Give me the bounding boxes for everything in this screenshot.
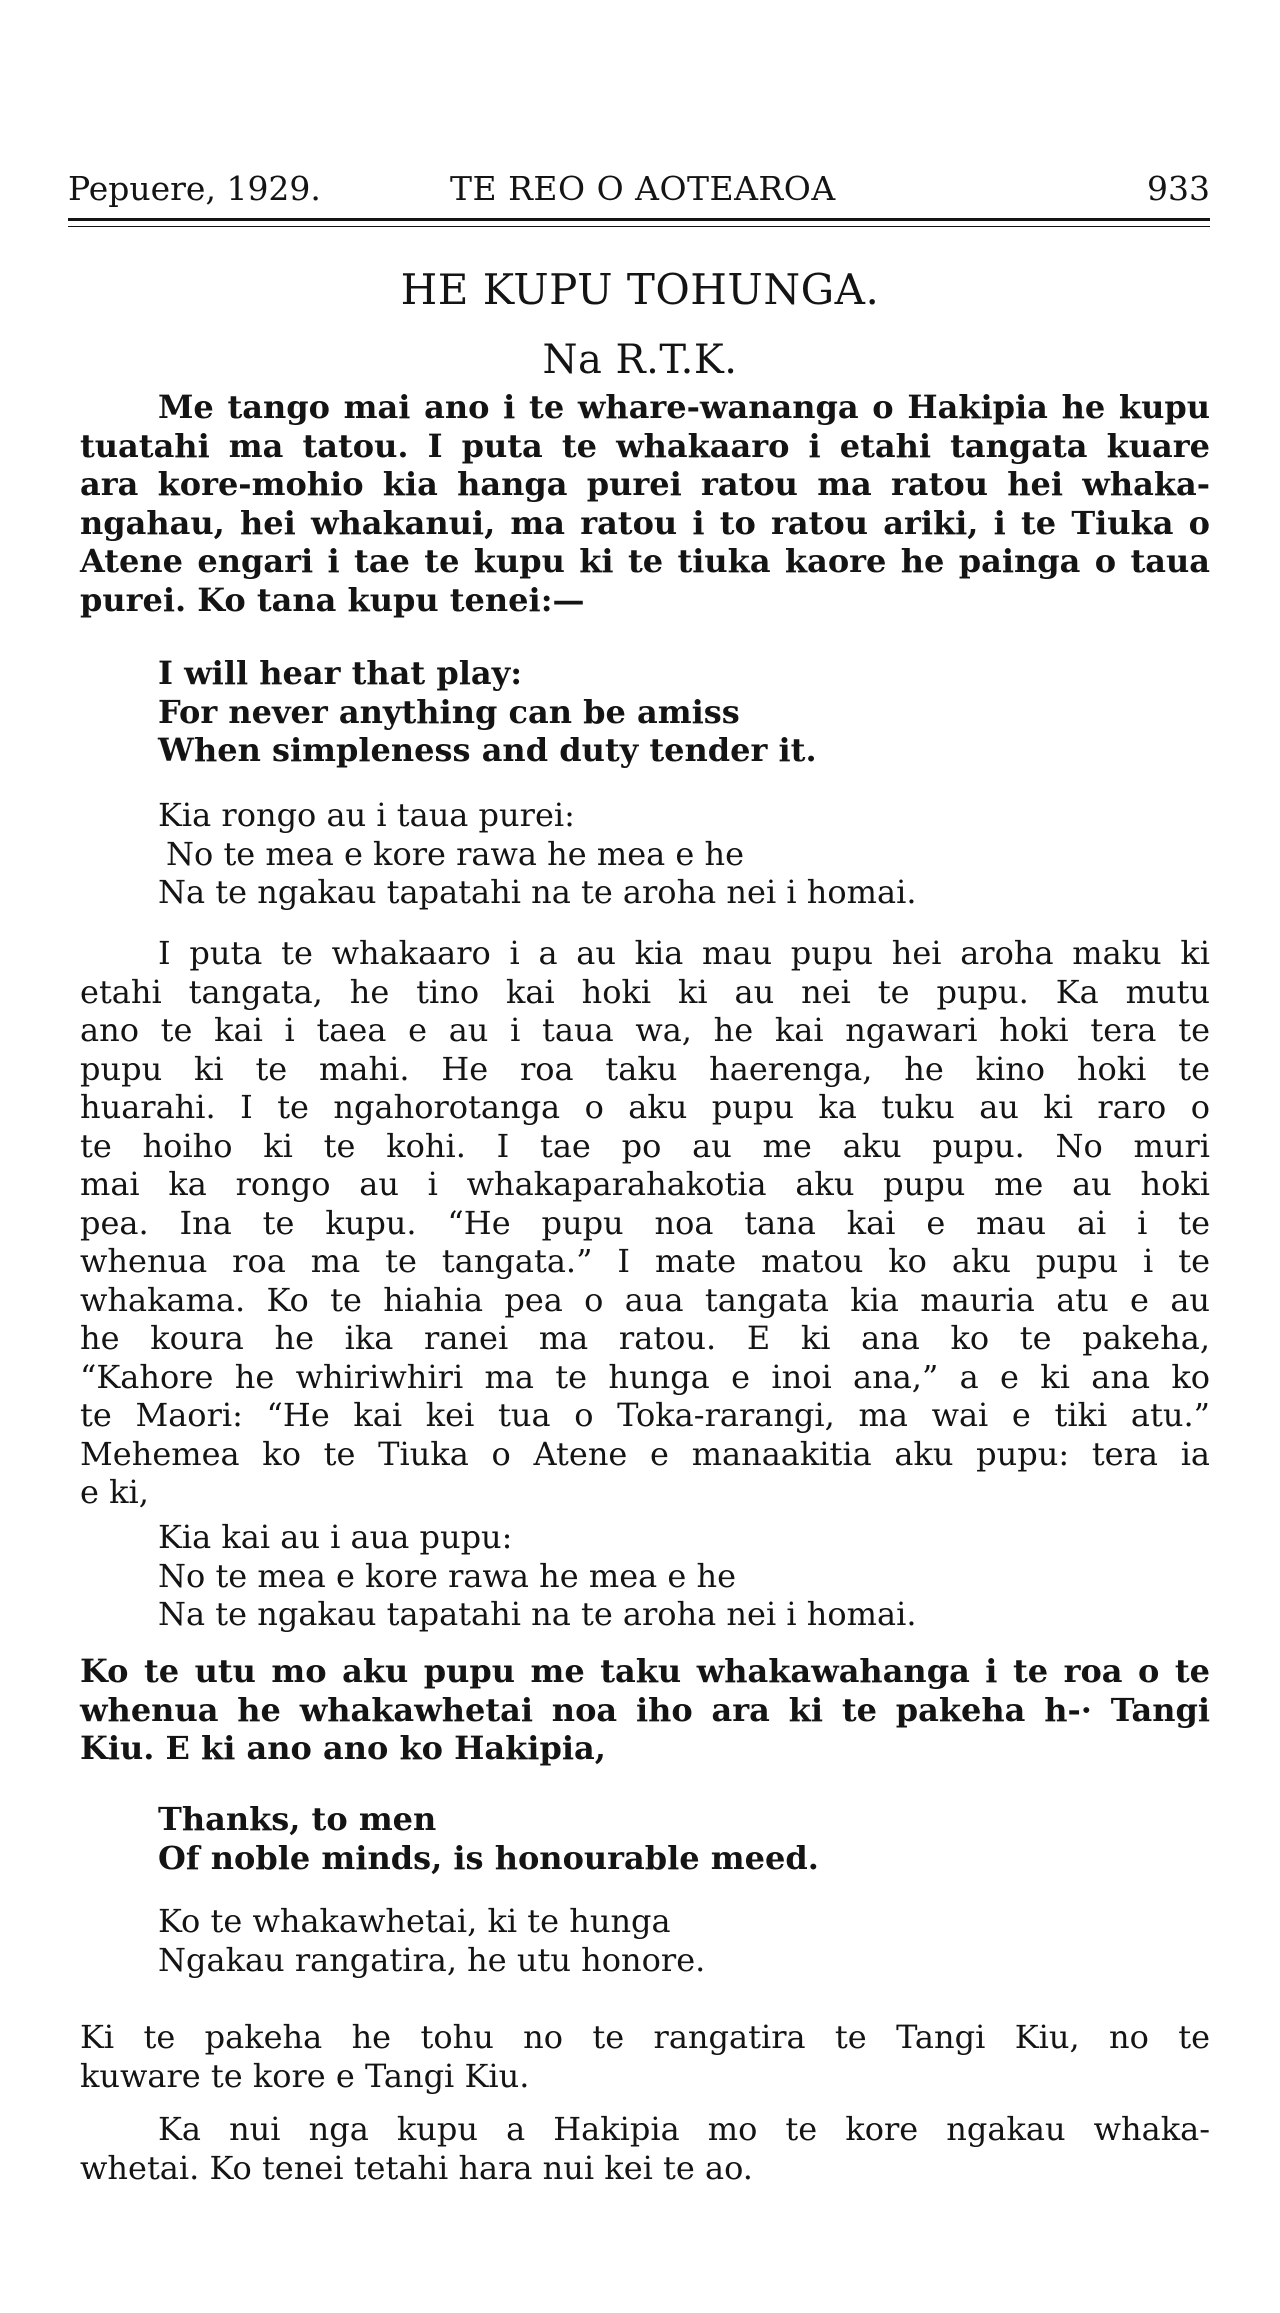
text-line: whetai. Ko tenei tetahi hara nui kei te ao. [80, 2148, 753, 2187]
text-line: ngahau, hei whakanui, ma ratou i to ratou ariki, i te Tiuka o [80, 503, 1210, 542]
verse-1-english [158, 654, 1158, 770]
running-head [68, 164, 1210, 214]
paragraph-1 [80, 388, 1210, 619]
text-line: Mehemea ko te Tiuka o Atene e manaakitia aku pupu: tera ia [80, 1434, 1210, 1473]
text-line: tuatahi ma tatou. I puta te whakaaro i etahi tangata kuare [80, 426, 1210, 465]
text-line: he koura he ika ranei ma ratou. E ki ana ko te pakeha, [80, 1319, 1210, 1357]
text-line: Me tango mai ano i te whare-wananga o Hakipia he kupu [158, 388, 1210, 426]
text-line: huarahi. I te ngahorotanga o aku pupu ka tuku au ki raro o [80, 1088, 1210, 1126]
text-line: pupu ki te mahi. He roa taku haerenga, he kino hoki te [80, 1049, 1210, 1088]
verse-line: For never anything can be amiss [158, 692, 740, 731]
text-line: whakama. Ko te hiahia pea o aua tangata kia mauria atu e au [80, 1280, 1210, 1319]
verse-3-english [158, 1800, 1158, 1877]
text-line: ano te kai i taea e au i taua wa, he kai ngawari hoki tera te [80, 1011, 1210, 1049]
text-line: ara kore-mohio kia hanga purei ratou ma ratou hei whaka- [80, 465, 1210, 503]
verse-line: No te mea e kore rawa he mea e he [158, 1556, 737, 1595]
text-line: Ko te utu mo aku pupu me taku whakawahanga i te roa o te [80, 1652, 1210, 1690]
text-line: I puta te whakaaro i a au kia mau pupu hei aroha maku ki [158, 934, 1210, 972]
issue-date: Pepuere, 1929. [68, 169, 321, 208]
text-line: kuware te kore e Tangi Kiu. [80, 2056, 530, 2095]
article-byline: Na R.T.K. [542, 337, 738, 383]
text-line: whenua he whakawhetai noa iho ara ki te pakeha h-· Tangi [80, 1690, 1210, 1729]
paragraph-2 [80, 934, 1210, 1512]
text-line: te Maori: “He kai kei tua o Toka-rarangi, ma wai e tiki atu.” [80, 1396, 1210, 1434]
paragraph-3 [80, 1652, 1210, 1768]
paragraph-5 [80, 2110, 1210, 2187]
text-line: Ka nui nga kupu a Hakipia mo te kore ngakau whaka- [158, 2110, 1210, 2148]
verse-line: Kia kai au i aua pupu: [158, 1518, 513, 1556]
text-line: “Kahore he whiriwhiri ma te hunga e inoi ana,” a e ki ana ko [80, 1357, 1210, 1396]
verse-line: Thanks, to men [158, 1800, 437, 1838]
verse-line: I will hear that play: [158, 654, 522, 692]
paragraph-4 [80, 2018, 1210, 2095]
verse-line: When simpleness and duty tender it. [158, 731, 817, 769]
verse-line: Of noble minds, is honourable meed. [158, 1838, 819, 1877]
header-rule-thick [68, 218, 1210, 221]
article-title: HE KUPU TOHUNGA. [400, 265, 880, 314]
journal-title: TE REO O AOTEAROA [450, 169, 836, 208]
verse-2 [158, 1518, 1158, 1634]
text-line: pea. Ina te kupu. “He pupu noa tana kai e mau ai i te [80, 1203, 1210, 1242]
verse-line: Kia rongo au i taua purei: [158, 796, 575, 834]
verse-line: Na te ngakau tapatahi na te aroha nei i homai. [158, 873, 917, 911]
text-line: e ki, [80, 1473, 149, 1511]
text-line: etahi tangata, he tino kai hoki ki au nei te pupu. Ka mutu [80, 972, 1210, 1011]
verse-3-maori [158, 1902, 1158, 1979]
text-line: Atene engari i tae te kupu ki te tiuka kaore he painga o taua [80, 542, 1210, 580]
text-line: purei. Ko tana kupu tenei:— [80, 580, 585, 619]
verse-line: Ngakau rangatira, he utu honore. [158, 1940, 706, 1979]
verse-line: Ko te whakawhetai, ki te hunga [158, 1902, 671, 1940]
text-line: whenua roa ma te tangata.” I mate matou ko aku pupu i te [80, 1242, 1210, 1280]
text-line: Ki te pakeha he tohu no te rangatira te Tangi Kiu, no te [80, 2018, 1210, 2056]
text-line: Kiu. E ki ano ano ko Hakipia, [80, 1729, 606, 1767]
verse-line: No te mea e kore rawa he mea e he [166, 834, 745, 873]
verse-line: Na te ngakau tapatahi na te aroha nei i homai. [158, 1595, 917, 1633]
page-number: 933 [1147, 169, 1210, 208]
text-line: mai ka rongo au i whakaparahakotia aku pupu me au hoki [80, 1165, 1210, 1203]
text-line: te hoiho ki te kohi. I tae po au me aku pupu. No muri [80, 1126, 1210, 1165]
header-rule-thin [68, 226, 1210, 227]
verse-1-maori [158, 796, 1158, 912]
